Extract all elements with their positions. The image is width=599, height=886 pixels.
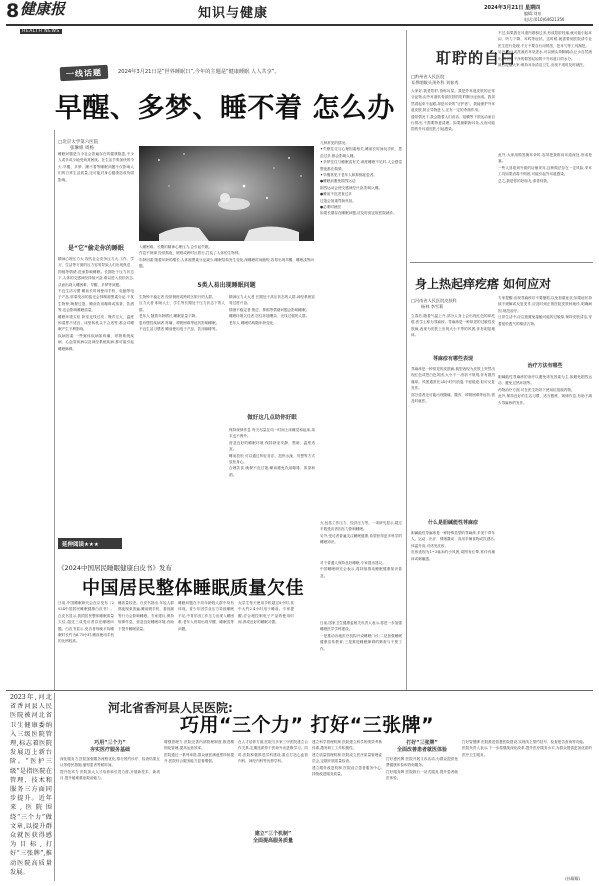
- report-col6: 对于普通人保持良好睡眠,专家提出建议。 中国睡眠研究会表示,将持续推动睡眠健康知识普及。: [320, 561, 402, 578]
- subhead-thief: 是“它”偷走你的睡眠: [68, 245, 124, 252]
- hospital-top-rule: [6, 690, 593, 691]
- hospital-col4: 建立科学管理机制 医院建立科学的绩效考核体系,激发职工工作积极性。 建立质量管理机制 医院成立医疗质量管理委员会,定期开展质量检查。 建立服务改进机制 医院设立患者服务中心,持续改进服务质量。: [312, 740, 382, 777]
- page-number: 8: [6, 0, 20, 22]
- sidebar-subhead-c: 什么是胆碱能性荨麻疹: [427, 520, 478, 526]
- sidebar-byline-org: □黔州省人民医院: [411, 74, 445, 79]
- topic-tag: [60, 65, 109, 81]
- promo-label: 延伸阅读★★★: [62, 541, 99, 548]
- hospital-subhead-1: 巧用“三个力”: [94, 740, 126, 746]
- sidebar-text-3: 此外,大家用棉签掏耳朵时,容易把我推向耳道深处,形成栓塞。 一些人喜欢到外面的店铺采耳,这种做法存在一定风险,采耳工具如果消毒不彻底,可能引起外耳道感染。 总之,我是你的好朋友,请善待我。: [498, 153, 592, 183]
- masthead-sub: HEALTH NEWS: [22, 29, 60, 34]
- sidebar-text-7: 胆碱能性荨麻疹的治疗以避免诱发因素为主,如避免剧烈运动、避免过热环境等。 药物治疗方面,可在医生指导下使用抗组胺药物。 此外,保持良好的生活习惯、适当锻炼、规律作息,有助于减少荨麻疹的发作。: [498, 375, 592, 405]
- sidebar-byline: [411, 74, 458, 86]
- issue-date: 2024年3月21日 星期四: [484, 5, 541, 11]
- hospital-col3: 在人才培养方面,医院与多家三甲医院建立合作关系,定期选派骨干医师外出进修学习。同时,医院积极推进学科建设,重点打造心血管内科、神经内科等优势学科。: [238, 740, 308, 764]
- report-col1: 日前,中国睡眠研究会在京发布《2024中国居民睡眠健康白皮书》。白皮书显示,我国居民整体睡眠质量欠佳,超过三成受访者存在睡眠问题。白皮书显示,受访者每晚平均睡眠时长约为6.75小时,睡前使用手机的比例较高。: [58, 601, 114, 644]
- header-rule: [6, 24, 593, 26]
- sleep-col1-lead: 睡眠问题是当今社会普遍存在的健康隐患,不少人或多或少地受到其困扰。在生活节奏加快的今天,早醒、多梦、睡不着等睡眠问题不仅影响人们的日常生活质量,还可能对身心健康造成负面影响。: [58, 152, 134, 182]
- hospital-headline: 巧用“三个力” 打好“三张牌”: [180, 714, 435, 736]
- byline-org: □北京大学第六医院: [58, 140, 99, 145]
- hospital-author: (孙耀耀): [565, 876, 581, 881]
- hospital-subhead-3: 打好“三张牌”: [406, 740, 438, 746]
- sleep-col3-body: 精神压力太大者 长期处于高压状态的人群,神经系统容易过度兴奋。 情绪不稳定者 焦虑、抑郁等情绪问题会影响睡眠。 睡眠环境欠佳者 居住环境嘈杂、光线过强的人群。 老年人 睡眠结构随年龄变化。: [229, 295, 315, 325]
- masthead-title: 健康报: [20, 0, 66, 18]
- report-col4: 大学生每天使用手机超过8小时,其中大约2.4小时用于睡前。专家提醒,应合理控制电子产品的使用时间,养成良好的睡眠习惯。: [238, 601, 294, 625]
- sidebar-subtitle: 身上热起痒疙瘩 如何应对: [415, 277, 552, 291]
- sidebar-byline-2: [411, 298, 457, 310]
- sleep-col3b-body: 保持规律作息 每天尽量在同一时间上床睡觉和起床,周末也不例外。 营造良好的睡眠环境 保持卧室安静、黑暗、温度适宜。 睡前放松 可以通过听轻音乐、泡热水澡、冥想等方式放松身心。 合理饮食 晚餐不宜过饱,睡前避免饮用咖啡、浓茶和酒。: [229, 428, 315, 477]
- hospital-subhead-3b: 全面改善患者就医体验: [396, 747, 447, 753]
- hospital-subhead-2: 建立“三个机制”: [254, 831, 292, 837]
- editor-name: 编辑:刘泉: [524, 11, 542, 16]
- hospital-col5: 打好惠民牌 医院开展义诊活动,为群众提供免费健康体检和咨询服务。 打好服务牌 医院推行一站式服务,提升患者就医体验。: [386, 757, 458, 781]
- sleep-col2-body: 生物钟不稳定者 经常倒班或跨时区旅行的人群。 压力大者 职场人士、学生等长期处于压力状态下的人群。 老年人 随着年龄增长,睡眠质量下降。 患有慢性疾病者 疼痛、呼吸困难等症状影响睡眠。 不良生活习惯者 睡前使用电子产品、饮用咖啡等。: [139, 295, 225, 332]
- sleep-byline: [58, 139, 98, 151]
- sleep-col4-body: 几种常见的情况。 ✦失眠往往与心理因素相关,睡前长时间玩手机、思虑过多,都会影响入睡。 ✦多梦往往与睡眠浅有关,深度睡眠不足时,人会感觉整夜都在做梦。 ✦早醒常见于老年人和抑郁症患者。 ●睡眠前避免剧烈运动 剧烈运动会使交感神经兴奋,影响入睡。 ●睡前不宜进食过多 过饱会加重胃肠负担。 ●必要时就医 如果长期存在睡眠问题,应及时到正规医院就诊。: [320, 141, 402, 216]
- sidebar-subhead-b: 荨麻疹有哪些表现: [432, 356, 473, 362]
- moon-illustration: [139, 146, 314, 241]
- sidebar-byline-dept: 耳鼻咽喉头颈外科 刘春秀: [411, 80, 459, 85]
- sidebar-text-6: 胆碱能性荨麻疹是一种特殊类型的荨麻疹,多见于青年人。运动、出汗、情绪激动、食用辛辣食物或饮酒后,体温升高,可诱发皮疹。 皮疹表现为1~3毫米的小风团,周围有红晕,常伴有瘙痒或刺痛感。: [411, 531, 495, 561]
- editor-contact: 电话:(010)64621350: [524, 17, 565, 22]
- sidebar-text-5: 荨麻疹是一种常见的皮肤病,典型表现为皮肤上突然出现红色或苍白色风团,大小不一,形状不规则,伴有剧烈瘙痒。风团通常在24小时内消退,不留痕迹,但可反复发作。 部分患者还可能出现腹痛、腹泻、呼吸困难等症状,需及时就医。: [411, 367, 495, 404]
- sidebar-divider: [410, 262, 593, 263]
- column-divider-left: [54, 130, 55, 690]
- sleep-headline: 早醒、多梦、睡不着 怎么办: [55, 93, 395, 124]
- subhead-tips: 做好这几点助你好眠: [247, 415, 297, 421]
- sidebar-text-4: 立春后,随着气温上升,部分人身上会出现红色的痒疙瘩,医学上称为荨麻疹。荨麻疹是一种常见的过敏性皮肤病,表现为皮肤上出现大小不等的风团,伴有明显瘙痒。: [411, 314, 495, 338]
- sidebar-text-8: 专家提醒:出现荨麻疹后不要搔抓,以免加重症状;如果症状持续不缓解或反复发作,应及时到正规医院皮肤科就诊,明确病因,规范治疗。 日常生活中,应注意避免接触可能的过敏原,保持皮肤清洁,穿着宽松透气的棉质衣物。: [498, 296, 592, 326]
- topic-tag-label: 一线话题: [65, 67, 103, 79]
- byline-name: 张琳姐 周杨: [70, 146, 94, 151]
- hospital-col2: 增强管理力 医院完善内部管理制度,推进精细化管理,提高运营效率。 医院通过一系列举措,群众就医满意度持续提升,医院综合服务能力显著增强。: [164, 740, 234, 764]
- sidebar-byline-2-names: 杨林 李雪莉: [421, 304, 444, 309]
- sidebar-title: 耵聍的自白: [436, 49, 517, 67]
- hospital-side-text: 2023年,河北省香河县人民医院被河北省卫生健康委纳入三级医院管理,标志着医院发展迈上新台阶。“医护三级”是指医院在管理、技术和服务三方面同步提升。近年来,医院围绕“三个力”做文章,以提升群众就医获得感为目标,打好“三张牌”,推动医院高质量发展。: [10, 694, 52, 876]
- sidebar-text-1: 大家好,我是耵聍,俗称耳屎。我是外耳道皮肤的正常分泌物,由外耳道软骨部皮肤的耵聍腺分泌而成。我虽然看起来不起眼,却是耳朵的“守护者”。我能保护外耳道皮肤,防止异物进入,还有一定的杀菌作用。 通常情况下,我会随着人们说话、咀嚼等下颌运动而自行排出,不需要特意清理。如果频繁掏耳朵,反而可能损伤外耳道皮肤,引起感染。: [411, 89, 495, 132]
- report-col3: 睡眠问题在不同年龄段人群中均有体现。青少年因学业压力导致睡眠不足,中青年因工作压力出现入睡困难,老年人则易出现早醒、睡眠浅等问题。: [178, 601, 234, 631]
- section-title: 知识与健康: [198, 6, 269, 21]
- editor-line: [524, 11, 564, 23]
- night-sky-image: [139, 146, 314, 241]
- hospital-kicker: 河北省香河县人民医院:: [108, 701, 233, 715]
- sidebar-byline-2-org: □河南省人民医院皮肤科: [411, 298, 457, 303]
- hospital-side-divider: [54, 693, 55, 881]
- promo-banner: [58, 538, 122, 549]
- article-intro: 2024年3月21日是“世界睡眠日”,今年的主题是“健康睡眠 人人共享”。: [118, 69, 280, 75]
- sidebar-subhead-d: 治疗方法有哪些: [527, 363, 563, 369]
- column-divider-main: [406, 30, 407, 690]
- hospital-subhead-2b: 全面提高服务质量: [252, 838, 293, 844]
- subhead-five-groups: 5类人易出现睡眠问题: [197, 282, 256, 289]
- report-col2: 睡质量较差。白皮书指出,年轻人群熬夜现象普遍,睡前刷手机、看视频等行为会影响睡眠。专家建议,保持规律作息、营造良好睡眠环境,有助于提升睡眠质量。: [118, 601, 174, 631]
- report-col6b: 日前,国家卫生健康委相关负责人表示,将进一步加强睡眠医学学科建设。 一是推动各地医疗机构开设睡眠门诊;二是加强睡眠健康宣传教育;三是推进睡眠障碍的筛查与干预工作。: [320, 621, 402, 651]
- hospital-subhead-1b: 夯实医疗服务基础: [89, 747, 130, 753]
- sidebar-text-2: 不过,如果我在耳道内堆积过多,形成耵聍栓塞,就可能引起耳闷、听力下降、耳鸣等症状。这时候,就需要到医院请专业医生进行处理,千万不要自行用棉签、挖耳勺等工具掏挖。 另外,游泳或洗澡后耳朵进水,可以侧头单脚跳动,让水自然流出,或者用干净的棉签轻轻吸干外耳道口的水分。 最后提醒大家:保持耳朵清洁卫生,出现不适时及时就医。: [498, 31, 592, 68]
- sleep-col1-body: 精神心理压力大 现代社会竞争压力大,工作、学习、生活等方面的压力容易导致人们出现焦虑、抑郁等情绪,进而影响睡眠。长期处于压力状态下,人体的交感神经持续兴奋,难以进入放松状态,从而出现入睡困难、早醒、多梦等问题。 不良生活习惯 睡前长时间使用手机、电脑等电子产品,屏幕发出的蓝光会抑制褪黑素分泌,干扰生物钟;晚餐过饱、睡前饮用咖啡或浓茶、饮酒等,也会影响睡眠质量。 睡眠环境欠佳 卧室光线过亮、噪声过大、温度和湿度不适宜、床垫和枕头不合适等,都会对睡眠产生不利影响。 疾病因素 一些躯体疾病如疼痛、呼吸系统疾病、心血管疾病以及神经系统疾病,都可能引起睡眠障碍。: [58, 257, 134, 351]
- hospital-col6: 打好智慧牌 医院推进智慧医院建设,实现线上预约挂号、检查报告查询等功能。 医院负责人表示,下一步将继续深化改革,提升医疗服务水平,为群众提供更加优质的医疗卫生服务。: [462, 740, 592, 757]
- hospital-col1: 深化服务力 医院加强服务流程优化,推行预约诊疗、检查结果互认等便民措施,缩短患者等候时间。 提升技术力 医院加大人才培养和引进力度,开展新技术、新项目,提升疑难重症救治能力。: [60, 757, 160, 781]
- masthead-logo: [20, 0, 66, 34]
- report-source: 《2024中国居民睡眠健康白皮书》发布: [58, 564, 173, 572]
- sleep-col2-top: 入睡困难。长期的精神心理压力,会引起失眠。 作息不规律 经常熬夜、倒班或跨时区旅行,打乱了人体的生物钟。 年龄因素 随着年龄的增长,人体褪黑素分泌减少,睡眠结构发生变化,深睡眠时间缩短,容易出现早醒、睡眠浅等问题。: [139, 245, 314, 269]
- report-col5: 大,包括工作压力、经济压力等。一项研究显示,超过半数受访者因压力影响睡眠。 另外,受访者普遍关注睡眠健康,希望获得更多科学的睡眠知识。: [320, 521, 402, 545]
- report-headline: 中国居民整体睡眠质量欠佳: [82, 578, 304, 599]
